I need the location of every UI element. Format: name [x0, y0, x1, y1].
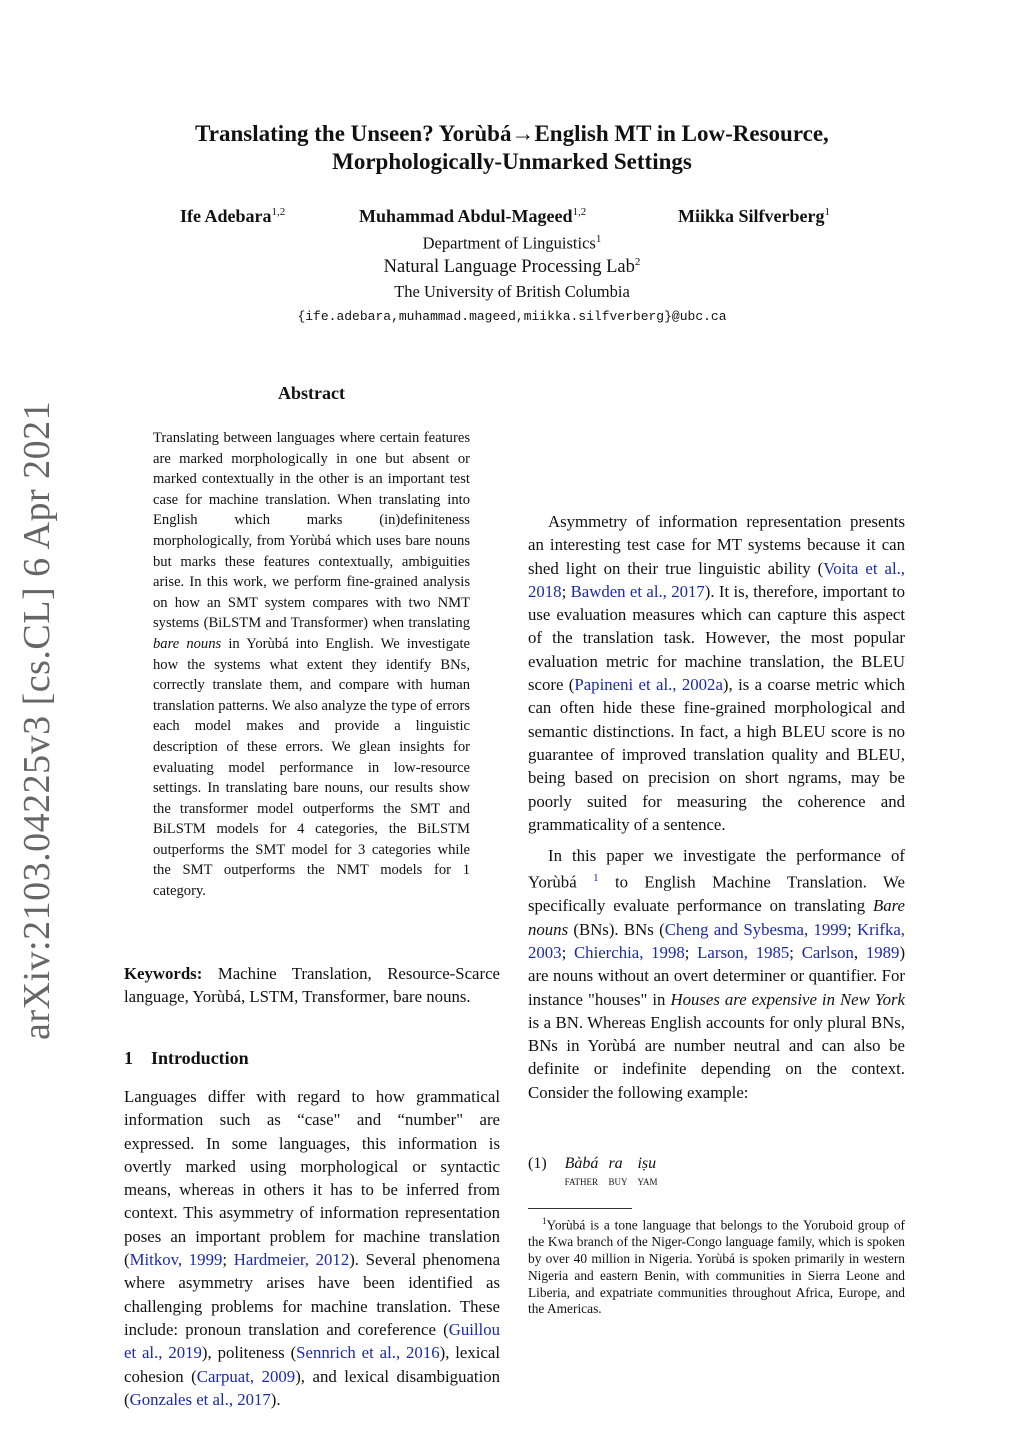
author-email: {ife.adebara,muhammad.mageed,miikka.silfverberg}@ubc.ca — [297, 309, 727, 324]
citation-link[interactable]: Sennrich et al., 2016 — [296, 1343, 440, 1363]
citation-link[interactable]: Guillou et al., 2019 — [124, 1319, 500, 1363]
title-line-2: Morphologically-Unmarked Settings — [332, 149, 692, 174]
keywords-label: Keywords: — [124, 964, 203, 983]
citation-link[interactable]: Krifka, 2003 — [528, 919, 906, 962]
citation-link[interactable]: Carpuat, 2009 — [196, 1366, 296, 1386]
section-heading: 1 Introduction — [124, 1048, 249, 1068]
footnote: $^1$Yorùbá is a tone language that belongs to the Yoruboid group of the Kwa branch of the Niger-Congo language family, which is spoken by over 40 million in Nigeria. Yorùbá is spoken primarily in western Nigeria and eastern Benin, with communities in Sierra Leone and Liberia, and expatriate communities throughout Africa, Europe, and the Americas. — [528, 1216, 905, 1317]
title-line-1: Translating the Unseen? Yorùbá→English MT in Low-Resource, — [195, 121, 829, 146]
abstract-body: Translating between languages where certain features are marked morphologically in one but absent or marked contextually in the other is an important test case for machine translation. When translating into English which marks (in)definiteness morphologically, from Yorùbá which uses bare nouns but marks these features contextually, ambiguities arise. In this work, we perform fine-grained analysis on how an SMT system compares with two NMT systems (BiLSTM and Transformer) when translating bare nouns in Yorùbá into English. We investigate how the systems what extent they identify BNs, correctly translate them, and compare with human translation patterns. We also analyze the type of errors each model makes and provide a linguistic description of these errors. We glean insights for evaluating model performance in low-resource settings. In translating bare nouns, our results show the transformer model outperforms the SMT and BiLSTM models for 4 categories, the BiLSTM outperforms the SMT model for 3 categories while the SMT outperforms the NMT models for 1 category. — [153, 430, 471, 900]
citation-link[interactable]: Cheng and Sybesma, 1999 — [664, 919, 848, 939]
citation-link[interactable]: 1989 — [865, 942, 900, 962]
citation-link[interactable]: Mitkov, 1999 — [129, 1250, 223, 1270]
citation-link[interactable]: Carlson — [801, 942, 854, 962]
citation-link[interactable]: Hardmeier, 2012 — [233, 1250, 350, 1270]
intro-paragraph-2: Asymmetry of information representation presents an interesting test case for MT systems because it can shed light on their true linguistic ability (Voita et al., 2018; Bawden et al., 2017). It is, therefore, important to use evaluation measures which can capture this aspect of the translation task. However, the most popular evaluation metric for machine translation, the BLEU score (Papineni et al., 2002a), is a coarse metric which can often hide these fine-grained morphological and semantic distinctions. In fact, a high BLEU score is no guarantee of improved translation quality and BLEU, being based on precision on short ngrams, may be poorly suited for measuring the coherence and grammaticality of a sentence. In this paper we investigate the performance of Yorùbá $^1$ to English Machine Translation. We specifically evaluate performance on translating Bare nouns (BNs). BNs (Cheng and Sybesma, 1999; Krifka, 2003; Chierchia, 1998; Larson, 1985; Carlson, 1989) are nouns without an overt determiner or quantifier. For instance "houses" in Houses are expensive in New York is a BN. Whereas English accounts for only plural BNs, BNs in Yorùbá are number neutral and can also be definite or indefinite depending on the context. Consider the following example: — [528, 385, 905, 1104]
affiliation-2: Natural Language Processing Lab$^2$ — [383, 256, 641, 278]
citation-link[interactable]: Gonzales et al., 2017 — [129, 1389, 271, 1409]
abstract-heading: Abstract — [278, 383, 345, 403]
intro-paragraph-3: In this paper we investigate the performance of Yorùbá $^1$ to English Machine Translation. We specifically evaluate performance on translating Bare nouns (BNs). BNs (Cheng and Sybesma, 1999; Krifka, 2003; Chierchia, 1998; Larson, 1985; Carlson, 1989) are nouns without an overt determiner or quantifier. For instance "houses" in Houses are expensive in New York is a BN. Whereas English accounts for only plural BNs, BNs in Yorùbá are number neutral and can also be definite or indefinite depending on the context. Consider the following example: — [528, 846, 906, 1102]
footnote-mark: 1 — [593, 872, 599, 885]
author-3: Miikka Silfverberg$^1$ — [678, 206, 830, 226]
citation-link[interactable]: Chierchia, 1998 — [573, 942, 685, 962]
linguistic-example: (1) Bàbá ra iṣu father buy yam — [528, 1155, 658, 1188]
affiliation-1: Department of Linguistics$^1$ — [422, 233, 602, 253]
keywords: Keywords: Machine Translation, Resource-Scarce language, Yorùbá, LSTM, Transformer, bare nouns. — [124, 964, 500, 1007]
affiliation-3: The University of British Columbia — [394, 282, 630, 301]
example-number: (1) — [528, 1155, 547, 1172]
intro-paragraph-1: Languages differ with regard to how grammatical information such as “case" and “number" are expressed. In some languages, this information is overtly marked using morphological or syntactic means, whereas in others it has to be inferred from context. This asymmetry of information representation poses an important problem for machine translation (Mitkov, 1999; Hardmeier, 2012). Several phenomena where asymmetry arises have been identified as challenging problems for machine translation. These include: pronoun translation and coreference (Guillou et al., 2019), politeness (Sennrich et al., 2016), lexical cohesion (Carpuat, 2009), and lexical disambiguation (Gonzales et al., 2017). — [124, 1087, 501, 1409]
arxiv-stamp: arXiv:2103.04225v3 [cs.CL] 6 Apr 2021 — [16, 400, 58, 1040]
author-1: Ife Adebara$^{1,2}$ — [180, 206, 286, 226]
citation-link[interactable]: Bawden et al., 2017 — [570, 581, 705, 601]
citation-link[interactable]: Voita et al., 2018 — [528, 558, 906, 601]
paper-title — [0, 120, 1024, 176]
author-2: Muhammad Abdul-Mageed$^{1,2}$ — [359, 206, 587, 226]
citation-link[interactable]: Papineni et al., 2002a — [574, 675, 723, 695]
citation-link[interactable]: Larson, 1985 — [697, 942, 790, 962]
footnote-rule — [528, 1208, 632, 1209]
